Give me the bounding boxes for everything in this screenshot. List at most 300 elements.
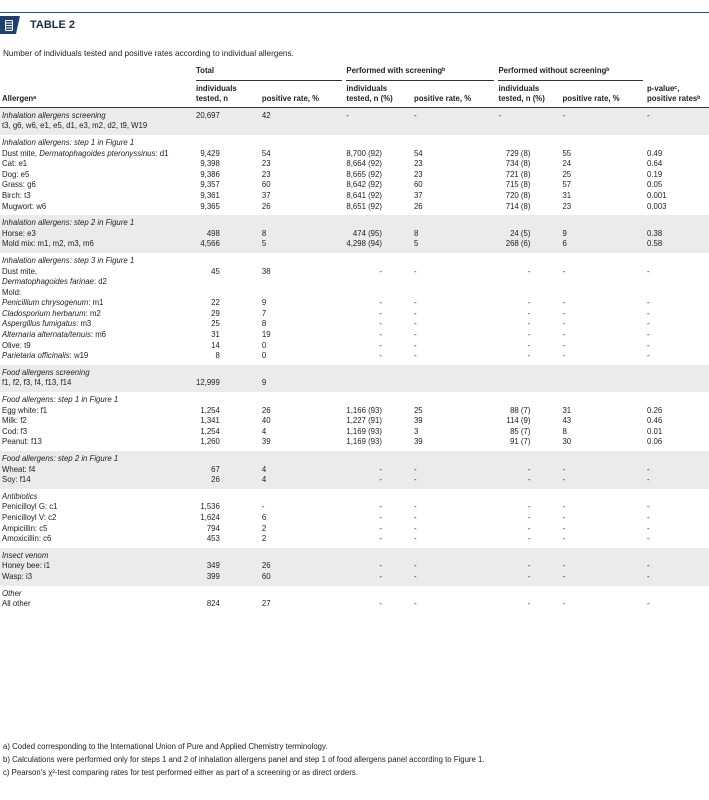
- cell: [260, 253, 345, 267]
- allergen-name: [0, 288, 194, 299]
- cell: 22: [211, 298, 220, 308]
- cell: -: [527, 298, 531, 308]
- allergen-name: [0, 572, 194, 586]
- cell: [260, 451, 345, 465]
- cell: -: [562, 340, 566, 350]
- cell: 60: [413, 180, 423, 190]
- group-title: [0, 365, 194, 379]
- cell: [412, 586, 497, 600]
- cell: [496, 121, 560, 135]
- cell: 0.001: [647, 190, 667, 200]
- allergen-name-part: Soy: f14: [2, 475, 31, 485]
- cell: 23: [261, 169, 271, 179]
- cell: 8: [215, 351, 220, 361]
- cell: 54: [261, 148, 271, 158]
- group-title-row: [0, 365, 709, 379]
- allergen-name: [0, 239, 194, 253]
- cell: 38: [261, 266, 271, 276]
- cell: -: [379, 298, 382, 308]
- cell: 4: [260, 475, 345, 489]
- group-title-text: Food allergens: step 2 in Figure 1: [2, 454, 119, 463]
- cell: 42: [260, 107, 345, 121]
- cell: [645, 277, 709, 288]
- cell: [260, 392, 345, 406]
- cell: [496, 586, 560, 600]
- cell: 8: [261, 319, 267, 329]
- cell: 4,298 (94): [344, 239, 412, 253]
- footnote-c: c) Pearson's χ²-test comparing rates for test performed either as part of a screening or as direct orders.: [3, 768, 358, 777]
- cell: 9,398: [200, 159, 220, 169]
- cell: 5: [260, 239, 345, 253]
- cell: 0.38: [645, 229, 709, 240]
- cell: 4,566: [194, 239, 260, 253]
- cell: -: [412, 572, 497, 586]
- allergen-name-part: Cat: e1: [2, 159, 28, 169]
- allergen-name-part: Milk: f2: [2, 416, 27, 426]
- cell: 19: [261, 330, 271, 340]
- cell: 8,651 (92): [346, 201, 382, 211]
- cell: [412, 365, 497, 379]
- table-row: [0, 180, 709, 191]
- cell: [560, 489, 645, 503]
- table-row: [0, 416, 709, 427]
- cell: 40: [261, 416, 271, 426]
- cell: [260, 121, 345, 135]
- footnote-b: b) Calculations were performed only for steps 1 and 2 of inhalation allergens panel and step 1 of food allergens panel according to Figure 1.: [3, 755, 485, 764]
- cell: [344, 121, 412, 135]
- cell: -: [647, 298, 650, 308]
- group-title-row: [0, 135, 709, 149]
- cell: -: [560, 475, 645, 489]
- cell: -: [562, 502, 566, 512]
- cell: 9,357: [200, 180, 220, 190]
- footnotes: [3, 740, 485, 779]
- group-title: [0, 107, 194, 121]
- allergen-name: [0, 298, 194, 309]
- cell: 0.64: [647, 159, 663, 169]
- cell: [645, 451, 709, 465]
- cell: [194, 253, 260, 267]
- cell: [194, 288, 260, 299]
- allergen-name-part: Ampicillin: c5: [2, 523, 48, 533]
- allergen-name: [0, 341, 194, 352]
- cell: [496, 365, 560, 379]
- cell: -: [527, 308, 531, 318]
- cell: 1,536: [200, 502, 220, 512]
- group-title: [0, 215, 194, 229]
- allergen-name-part: Mugwort: w6: [2, 201, 47, 211]
- table-row: [0, 341, 709, 352]
- cell: 8: [260, 229, 345, 240]
- table-row: [0, 475, 709, 489]
- cell: 8,665 (92): [346, 169, 382, 179]
- table-row: [0, 599, 709, 613]
- cell: -: [562, 599, 566, 609]
- cell: 30: [562, 437, 572, 447]
- col-p-value: p-valueᶜ, positive ratesᵇ: [645, 81, 709, 108]
- table-row: [0, 319, 709, 330]
- allergen-name-part: t3, g6, w6, e1, e5, d1, e3, m2, d2, t9, W19: [2, 121, 148, 131]
- cell: [260, 135, 345, 149]
- table-row: [0, 427, 709, 438]
- cell: [344, 586, 412, 600]
- group-title: [0, 489, 194, 503]
- cell: 25: [562, 169, 572, 179]
- group-title-row: [0, 392, 709, 406]
- cell: -: [645, 107, 709, 121]
- cell: 0: [261, 340, 267, 350]
- group-title-row: [0, 215, 709, 229]
- cell: 0.19: [647, 169, 663, 179]
- cell: 0.26: [647, 405, 663, 415]
- cell: [194, 451, 260, 465]
- cell: [260, 365, 345, 379]
- cell: -: [344, 107, 412, 121]
- cell: -: [647, 523, 650, 533]
- cell: 26: [261, 405, 271, 415]
- cell: [496, 392, 560, 406]
- cell: [412, 215, 497, 229]
- cell: 8: [562, 426, 567, 436]
- cell: [412, 277, 497, 288]
- allergen-name-part: Egg white: f1: [2, 405, 48, 415]
- col-with-n: individuals tested, n (%): [344, 81, 412, 108]
- cell: [344, 215, 412, 229]
- group-title-text: Food allergens screening: [2, 367, 90, 377]
- table-row: [0, 437, 709, 451]
- cell: 60: [260, 572, 345, 586]
- cell: -: [379, 512, 382, 522]
- col-total-n: individuals tested, n: [194, 81, 260, 108]
- cell: [412, 253, 497, 267]
- cell: 0.06: [647, 437, 663, 447]
- allergen-name: [0, 121, 194, 135]
- cell: 9,429: [200, 148, 220, 158]
- cell: -: [647, 599, 650, 609]
- cell: 4: [260, 465, 345, 476]
- allergen-name: [0, 465, 194, 476]
- cell: [260, 288, 345, 299]
- cell: -: [560, 572, 645, 586]
- cell: 349: [194, 561, 260, 572]
- cell: 67: [194, 465, 260, 476]
- cell: [412, 451, 497, 465]
- group-title-text: Other: [2, 588, 22, 598]
- cell: 0.58: [645, 239, 709, 253]
- cell: -: [527, 534, 531, 544]
- cell: [344, 365, 412, 379]
- allergen-name-part: : m6: [90, 330, 107, 340]
- cell: -: [527, 351, 531, 361]
- cell: [560, 135, 645, 149]
- cell: -: [261, 502, 265, 512]
- cell: 37: [413, 190, 423, 200]
- group-title-text: Inhalation allergens: step 2 in Figure 1: [2, 218, 135, 228]
- col-allergen: Allergenᵃ: [0, 81, 194, 108]
- allergen-name: [0, 309, 194, 320]
- table-header: [0, 16, 75, 34]
- cell: -: [496, 572, 560, 586]
- cell: 498: [194, 229, 260, 240]
- cell: [496, 288, 560, 299]
- cell: 27: [261, 599, 271, 609]
- cell: -: [527, 340, 531, 350]
- cell: [645, 253, 709, 267]
- cell: [194, 215, 260, 229]
- cell: -: [412, 561, 497, 572]
- cell: 55: [562, 148, 572, 158]
- cell: 0.05: [647, 180, 663, 190]
- allergen-name: [0, 427, 194, 438]
- table-row: [0, 502, 709, 513]
- allergen-name-part: Aspergillus fumigatus: [2, 319, 77, 329]
- group-title-text: Inhalation allergens: step 1 in Figure 1: [2, 137, 135, 147]
- cell: [560, 548, 645, 562]
- cell: -: [413, 523, 417, 533]
- allergen-name: [0, 513, 194, 524]
- cell: 23: [261, 159, 271, 169]
- cell: [194, 121, 260, 135]
- allergen-name-part: : m2: [85, 308, 101, 318]
- cell: -: [560, 465, 645, 476]
- cell: 29: [211, 308, 220, 318]
- cell: -: [647, 351, 650, 361]
- allergen-name: [0, 475, 194, 489]
- group-title: [0, 586, 194, 600]
- cell: 4: [261, 426, 267, 436]
- cell: -: [560, 561, 645, 572]
- cell: 729 (8): [505, 148, 531, 158]
- allergen-name-part: Wasp: i3: [2, 571, 33, 581]
- cell: -: [344, 475, 412, 489]
- cell: 45: [211, 266, 220, 276]
- cell: -: [496, 107, 560, 121]
- cell: 399: [194, 572, 260, 586]
- group-title: [0, 451, 194, 465]
- cell: -: [412, 107, 497, 121]
- cell: -: [562, 298, 566, 308]
- cell: 54: [413, 148, 423, 158]
- cell: [496, 135, 560, 149]
- table-row: [0, 121, 709, 135]
- cell: -: [645, 561, 709, 572]
- cell: [560, 277, 645, 288]
- cell: [412, 548, 497, 562]
- cell: [645, 489, 709, 503]
- cell: [412, 489, 497, 503]
- group-title-row: [0, 107, 709, 121]
- cell: -: [496, 561, 560, 572]
- cell: 57: [562, 180, 572, 190]
- allergen-name: [0, 599, 194, 613]
- col-without-n: individuals tested, n (%): [496, 81, 560, 108]
- cell: -: [562, 512, 566, 522]
- allergen-name: [0, 170, 194, 181]
- allergen-name-part: Dermatophagoides pteronyssinus: [39, 148, 156, 158]
- allergen-name: [0, 378, 194, 392]
- cell: 23: [413, 169, 423, 179]
- cell: [560, 451, 645, 465]
- cell: -: [413, 308, 417, 318]
- cell: 25: [211, 319, 220, 329]
- allergen-name-part: Peanut: f13: [2, 437, 42, 447]
- cell: 37: [261, 190, 271, 200]
- cell: -: [344, 572, 412, 586]
- cell: -: [527, 319, 531, 329]
- allergen-name: [0, 202, 194, 216]
- cell: 39: [413, 416, 423, 426]
- cell: -: [413, 534, 417, 544]
- cell: 824: [206, 599, 220, 609]
- cell: [645, 392, 709, 406]
- cell: [645, 378, 709, 392]
- cell: 24 (5): [496, 229, 560, 240]
- cell: [560, 253, 645, 267]
- allergen-name-part: Penicilloyl G: c1: [2, 502, 58, 512]
- cell: 3: [413, 426, 419, 436]
- allergen-name-part: Olive: t9: [2, 340, 31, 350]
- cell: 1,624: [200, 512, 220, 522]
- table-row: [0, 378, 709, 392]
- cell: [496, 215, 560, 229]
- allergen-name-part: Wheat: f4: [2, 464, 36, 474]
- cell: [645, 548, 709, 562]
- allergen-name-part: Dog: e5: [2, 169, 30, 179]
- group-title-text: Food allergens: step 1 in Figure 1: [2, 395, 119, 405]
- group-title-text: Inhalation allergens: step 3 in Figure 1: [2, 255, 135, 265]
- cell: -: [527, 523, 531, 533]
- cell: 8,664 (92): [346, 159, 382, 169]
- cell: 23: [562, 201, 572, 211]
- cell: 88 (7): [510, 405, 531, 415]
- allergen-name: [0, 406, 194, 417]
- cell: 6: [560, 239, 645, 253]
- allergen-name: [0, 229, 194, 240]
- cell: 12,999: [194, 378, 260, 392]
- cell: [344, 489, 412, 503]
- cell: 14: [211, 340, 220, 350]
- cell: [194, 392, 260, 406]
- cell: -: [413, 340, 417, 350]
- cell: 2: [261, 523, 267, 533]
- cell: -: [647, 308, 650, 318]
- cell: [260, 548, 345, 562]
- allergen-name: [0, 180, 194, 191]
- cell: -: [562, 523, 566, 533]
- cell: 6: [261, 512, 267, 522]
- allergen-name-part: : d2: [93, 277, 107, 287]
- cell: 1,166 (93): [346, 405, 382, 415]
- cell: [194, 135, 260, 149]
- allergen-name-part: Amoxicillin: c6: [2, 534, 52, 544]
- cell: [260, 586, 345, 600]
- allergen-name-part: : w19: [69, 351, 89, 361]
- allergen-table: [0, 66, 709, 613]
- cell: -: [647, 502, 650, 512]
- cell: -: [562, 351, 566, 361]
- cell: 0: [261, 351, 267, 361]
- cell: -: [413, 298, 417, 308]
- table-row: [0, 406, 709, 417]
- table-row: [0, 572, 709, 586]
- cell: [194, 365, 260, 379]
- table-row: [0, 229, 709, 240]
- cell: 1,341: [200, 416, 220, 426]
- group-title-row: [0, 451, 709, 465]
- cell: -: [379, 266, 382, 276]
- col-total-rate: positive rate, %: [260, 81, 345, 108]
- table-row: [0, 149, 709, 160]
- allergen-name: [0, 267, 194, 278]
- cell: -: [379, 534, 382, 544]
- allergen-name-part: Horse: e3: [2, 228, 36, 238]
- table-title: TABLE 2: [30, 19, 76, 31]
- table-row: [0, 513, 709, 524]
- cell: [496, 378, 560, 392]
- cell: [260, 215, 345, 229]
- cell: [344, 378, 412, 392]
- allergen-name: [0, 159, 194, 170]
- cell: 9: [560, 229, 645, 240]
- cell: -: [413, 502, 417, 512]
- group-title: [0, 135, 194, 149]
- cell: 721 (8): [505, 169, 531, 179]
- cell: 9,386: [200, 169, 220, 179]
- cell: 26: [260, 561, 345, 572]
- group-title: [0, 392, 194, 406]
- cell: 9,365: [200, 201, 220, 211]
- cell: 453: [206, 534, 220, 544]
- allergen-name-part: Honey bee: i1: [2, 561, 51, 571]
- cell: -: [562, 330, 566, 340]
- cell: 794: [206, 523, 220, 533]
- cell: [645, 365, 709, 379]
- cell: 31: [211, 330, 220, 340]
- cell: [194, 277, 260, 288]
- cell: -: [379, 523, 382, 533]
- group-title-text: Inhalation allergens screening: [2, 110, 106, 120]
- cell: 8,700 (92): [346, 148, 382, 158]
- cell: [496, 451, 560, 465]
- cell: -: [527, 512, 531, 522]
- table-row: [0, 170, 709, 181]
- cell: 26: [194, 475, 260, 489]
- allergen-name: [0, 502, 194, 513]
- cell: -: [527, 599, 531, 609]
- cell: [560, 586, 645, 600]
- cell: 0.003: [647, 201, 667, 211]
- cell: 43: [562, 416, 572, 426]
- cell: 0.49: [647, 148, 663, 158]
- table-row: [0, 239, 709, 253]
- cell: [260, 489, 345, 503]
- group-title-row: [0, 586, 709, 600]
- cell: 714 (8): [505, 201, 531, 211]
- allergen-name-part: Birch: t3: [2, 190, 31, 200]
- allergen-name-part: Alternaria alternata/tenuis: [2, 330, 91, 340]
- cell: 2: [261, 534, 267, 544]
- cell: -: [413, 266, 417, 276]
- cell: -: [527, 502, 531, 512]
- table-row: [0, 534, 709, 548]
- cell: -: [647, 340, 650, 350]
- cell: 0.46: [647, 416, 663, 426]
- table-icon: [0, 16, 20, 34]
- group-title: [0, 253, 194, 267]
- cell: [412, 288, 497, 299]
- allergen-name-part: Dermatophagoides farinae: [2, 277, 94, 287]
- cell: [412, 392, 497, 406]
